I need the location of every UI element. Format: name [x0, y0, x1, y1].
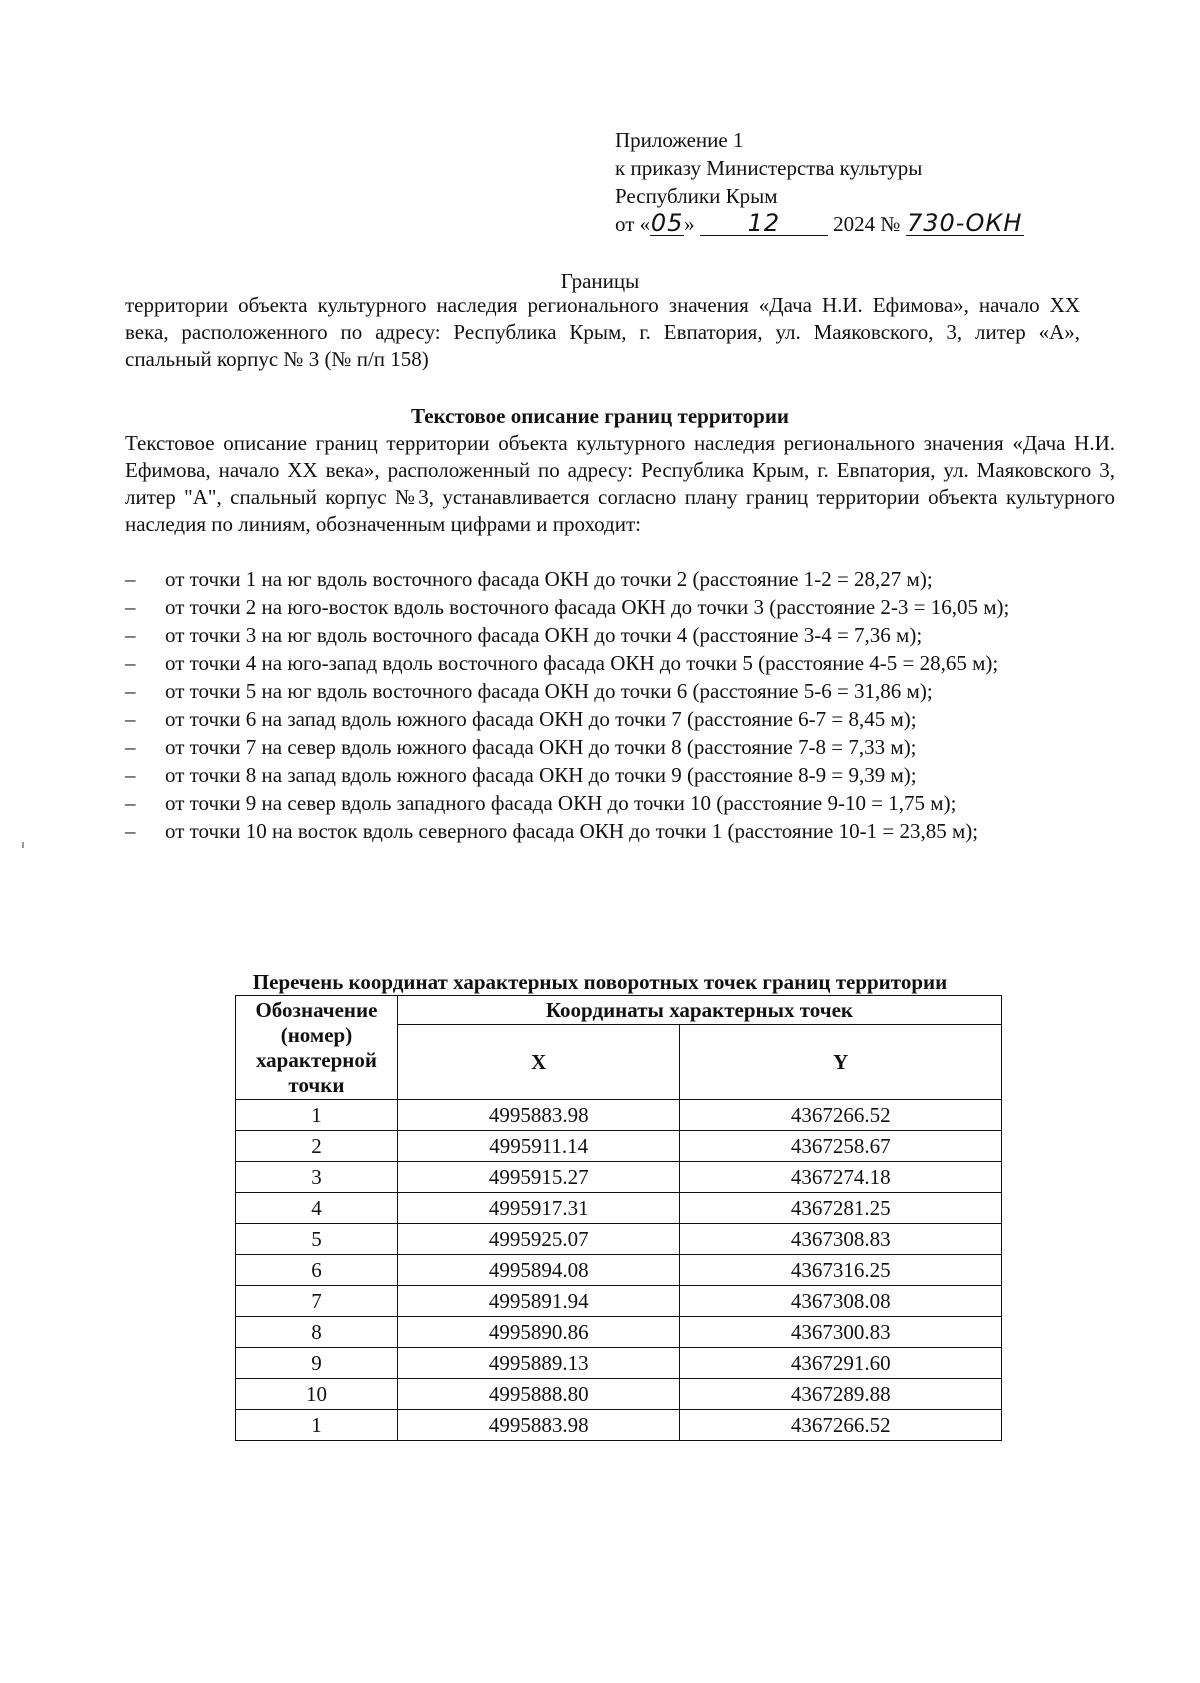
- dash-marker: –: [125, 819, 136, 843]
- list-item-text: от точки 4 на юго-запад вдоль восточного фасада ОКН до точки 5 (расстояние 4-5 = 28,65 м);: [165, 651, 999, 675]
- header-y: Y: [680, 1025, 1002, 1100]
- appendix-line-2: к приказу Министерства культуры: [615, 156, 923, 180]
- list-item-text: от точки 2 на юго-восток вдоль восточного фасада ОКН до точки 3 (расстояние 2-3 = 16,05 м);: [165, 595, 1010, 619]
- cell-y: 4367300.83: [680, 1317, 1002, 1348]
- table-row: [236, 1379, 1002, 1410]
- list-item: [125, 818, 1115, 845]
- cell-x: 4995890.86: [397, 1317, 680, 1348]
- cell-y: 4367274.18: [680, 1162, 1002, 1193]
- table-title: Перечень координат характерных поворотных точек границ территории: [252, 970, 948, 994]
- table-row: [236, 1131, 1002, 1162]
- section-title: Текстовое описание границ территории: [410, 404, 790, 428]
- table-header-row: [236, 996, 1002, 1025]
- cell-x: 4995883.98: [397, 1100, 680, 1131]
- date-month: 12: [700, 211, 828, 236]
- list-item-text: от точки 6 на запад вдоль южного фасада ОКН до точки 7 (расстояние 6-7 = 8,45 м);: [165, 707, 917, 731]
- cell-point: 7: [236, 1286, 398, 1317]
- list-item-text: от точки 3 на юг вдоль восточного фасада ОКН до точки 4 (расстояние 3-4 = 7,36 м);: [165, 623, 923, 647]
- date-mid: »: [684, 212, 695, 236]
- scan-margin-mark: [22, 842, 24, 848]
- coordinates-table: [235, 995, 1002, 1441]
- cell-x: 4995917.31: [397, 1193, 680, 1224]
- cell-point: 4: [236, 1193, 398, 1224]
- cell-x: 4995911.14: [397, 1131, 680, 1162]
- list-item: [125, 594, 1115, 621]
- cell-y: 4367281.25: [680, 1193, 1002, 1224]
- cell-y: 4367258.67: [680, 1131, 1002, 1162]
- appendix-header: [615, 126, 1115, 238]
- cell-x: 4995915.27: [397, 1162, 680, 1193]
- date-day: 05: [650, 209, 684, 237]
- date-year-label: 2024 №: [833, 212, 901, 236]
- list-item-text: от точки 1 на юг вдоль восточного фасада ОКН до точки 2 (расстояние 1-2 = 28,27 м);: [165, 567, 933, 591]
- cell-y: 4367308.83: [680, 1224, 1002, 1255]
- dash-marker: –: [125, 679, 136, 703]
- dash-marker: –: [125, 651, 136, 675]
- cell-point: 5: [236, 1224, 398, 1255]
- dash-marker: –: [125, 735, 136, 759]
- cell-y: 4367308.08: [680, 1286, 1002, 1317]
- appendix-date-line: [615, 210, 1115, 238]
- list-item-text: от точки 9 на север вдоль западного фасада ОКН до точки 10 (расстояние 9-10 = 1,75 м);: [165, 791, 957, 815]
- page-subtitle: территории объекта культурного наследия регионального значения «Дача Н.И. Ефимова», начало XX века, расположенного по адресу: Республика Крым, г. Евпатория, ул. Маяковского, 3, литер «А», спальный корпус № 3 (№ п/п 158): [125, 293, 1080, 371]
- header-point: Обозначение (номер) характерной точки: [236, 996, 398, 1100]
- cell-point: 1: [236, 1100, 398, 1131]
- list-item: [125, 762, 1115, 789]
- list-item: [125, 734, 1115, 761]
- dash-marker: –: [125, 623, 136, 647]
- table-row: [236, 1255, 1002, 1286]
- cell-point: 8: [236, 1317, 398, 1348]
- cell-x: 4995889.13: [397, 1348, 680, 1379]
- cell-x: 4995888.80: [397, 1379, 680, 1410]
- table-row: [236, 1317, 1002, 1348]
- dash-marker: –: [125, 763, 136, 787]
- header-x: X: [397, 1025, 680, 1100]
- cell-y: 4367291.60: [680, 1348, 1002, 1379]
- table-row: [236, 1348, 1002, 1379]
- cell-y: 4367266.52: [680, 1410, 1002, 1441]
- cell-point: 3: [236, 1162, 398, 1193]
- cell-y: 4367289.88: [680, 1379, 1002, 1410]
- list-item: [125, 650, 1115, 677]
- cell-point: 9: [236, 1348, 398, 1379]
- cell-x: 4995925.07: [397, 1224, 680, 1255]
- appendix-line-3: Республики Крым: [615, 184, 778, 208]
- dash-marker: –: [125, 707, 136, 731]
- boundary-list: [125, 566, 1115, 846]
- cell-point: 6: [236, 1255, 398, 1286]
- list-item-text: от точки 5 на юг вдоль восточного фасада ОКН до точки 6 (расстояние 5-6 = 31,86 м);: [165, 679, 933, 703]
- appendix-line-1: Приложение 1: [615, 128, 744, 152]
- table-row: [236, 1286, 1002, 1317]
- cell-x: 4995894.08: [397, 1255, 680, 1286]
- date-prefix: от «: [615, 212, 651, 236]
- list-item: [125, 790, 1115, 817]
- cell-point: 10: [236, 1379, 398, 1410]
- table-row: [236, 1162, 1002, 1193]
- dash-marker: –: [125, 595, 136, 619]
- list-item-text: от точки 10 на восток вдоль северного фасада ОКН до точки 1 (расстояние 10-1 = 23,85 м);: [165, 819, 979, 843]
- cell-y: 4367316.25: [680, 1255, 1002, 1286]
- cell-x: 4995883.98: [397, 1410, 680, 1441]
- table-row: [236, 1193, 1002, 1224]
- order-number: 730-ОКН: [906, 209, 1023, 237]
- list-item-text: от точки 8 на запад вдоль южного фасада ОКН до точки 9 (расстояние 8-9 = 9,39 м);: [165, 763, 917, 787]
- header-coordinates: Координаты характерных точек: [397, 996, 1001, 1025]
- list-item: [125, 566, 1115, 593]
- table-row: [236, 1410, 1002, 1441]
- dash-marker: –: [125, 567, 136, 591]
- cell-y: 4367266.52: [680, 1100, 1002, 1131]
- list-item: [125, 706, 1115, 733]
- list-item: [125, 678, 1115, 705]
- table-row: [236, 1100, 1002, 1131]
- list-item-text: от точки 7 на север вдоль южного фасада ОКН до точки 8 (расстояние 7-8 = 7,33 м);: [165, 735, 917, 759]
- cell-point: 2: [236, 1131, 398, 1162]
- cell-point: 1: [236, 1410, 398, 1441]
- page-title: Границы: [560, 269, 640, 293]
- list-item: [125, 622, 1115, 649]
- table-row: [236, 1224, 1002, 1255]
- dash-marker: –: [125, 791, 136, 815]
- cell-x: 4995891.94: [397, 1286, 680, 1317]
- description-paragraph: Текстовое описание границ территории объекта культурного наследия регионального значения «Дача Н.И. Ефимова, начало XX века», расположенный по адресу: Республика Крым, г. Евпатория, ул. Маяковского 3, литер "А", спальный корпус №3, устанавливается согласно плану границ территории объекта культурного наследия по линиям, обозначенным цифрами и проходит:: [125, 431, 1115, 536]
